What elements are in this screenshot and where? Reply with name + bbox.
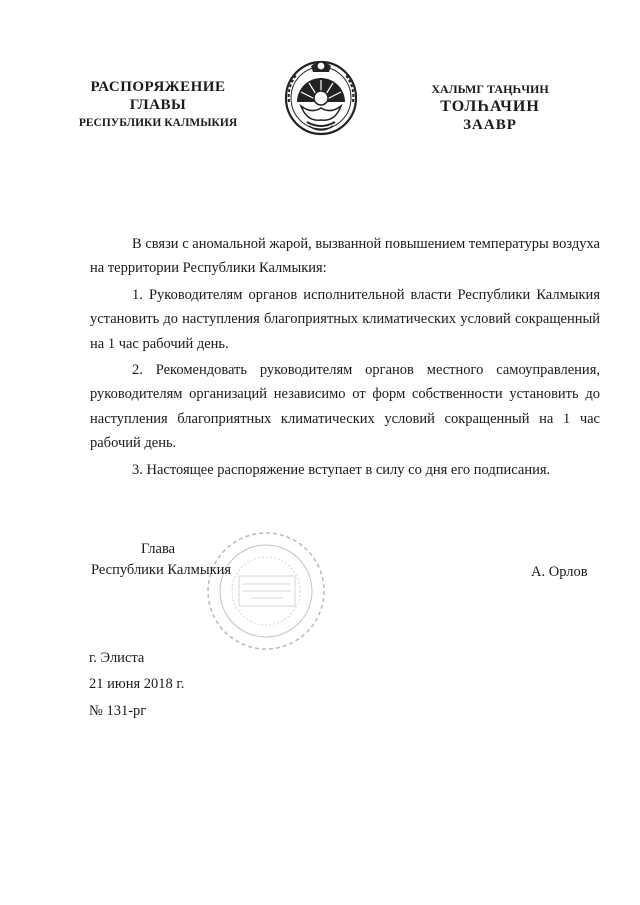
header-left-block — [58, 78, 258, 132]
header-left-line1: РАСПОРЯЖЕНИЕ — [90, 79, 226, 95]
header-right-block — [410, 80, 570, 134]
signature-title: Глава — [141, 541, 176, 557]
item-2: 2. Рекомендовать руководителям органов местного самоуправления, руководителям организаций независимо от форм собственности установить до наступления благоприятных климатических условий сокращенный на 1 час рабочий день. — [90, 362, 600, 452]
coat-of-arms-icon — [283, 56, 359, 136]
header-left-line2: ГЛАВЫ — [129, 97, 187, 113]
header-right-line3: ЗААВР — [463, 117, 517, 133]
header-right-line2: ТОЛҺАЧИН — [440, 98, 540, 115]
intro-paragraph: В связи с аномальной жарой, вызванной повышением температуры воздуха на территории Республики Калмыкия: — [90, 236, 600, 277]
signatory-name: А. Орлов — [531, 564, 588, 580]
header-right-line1: ХАЛЬМГ ТАҢҺЧИН — [431, 82, 549, 96]
issue-city: г. Элиста — [89, 650, 145, 666]
signature-organization: Республики Калмыкия — [91, 562, 232, 578]
round-seal-stamp-icon — [203, 528, 329, 654]
item-3: 3. Настоящее распоряжение вступает в силу со дня его подписания. — [132, 461, 551, 478]
header-left-line3: РЕСПУБЛИКИ КАЛМЫКИЯ — [78, 117, 238, 129]
order-body — [90, 232, 600, 482]
item-1: 1. Руководителям органов исполнительной власти Республики Калмыкия установить до наступления благоприятных климатических условий сокращенный на 1 час рабочий день. — [90, 286, 600, 352]
document-number: № 131-рг — [89, 703, 147, 719]
issue-date: 21 июня 2018 г. — [89, 676, 185, 692]
